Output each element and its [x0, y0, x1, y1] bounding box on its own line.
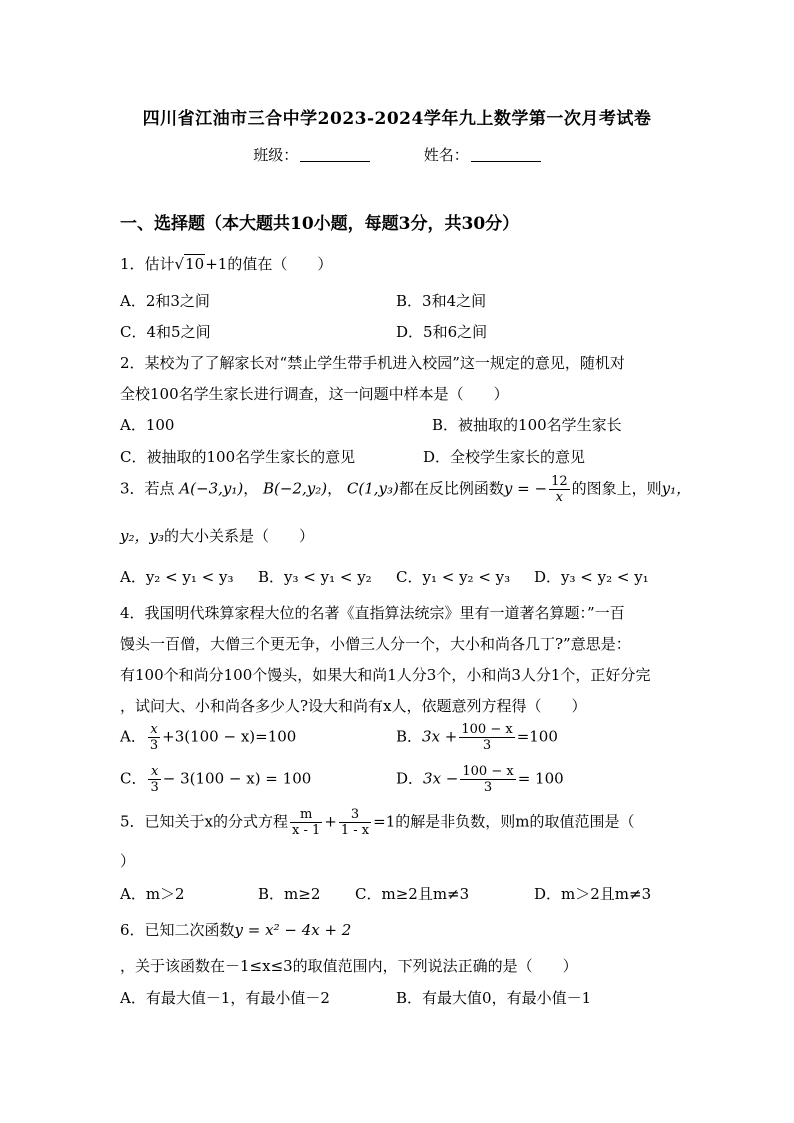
q1-option-d: D．5和6之间	[396, 323, 488, 341]
question-4-line2: 馒头一百僧，大僧三个更无争，小僧三人分一个，大小和尚各几丁?”意思是：	[120, 635, 631, 653]
q4-option-b: B．3x + $\frac{100 - x}{3}$ =100	[396, 722, 558, 753]
question-6-line2: ，关于该函数在－1≤x≤3的取值范围内，下列说法正确的是（ ）	[120, 957, 578, 975]
question-2-line2: 全校100名学生家长进行调查，这一问题中样本是（ ）	[120, 385, 509, 403]
q2-option-a: A．100	[120, 416, 175, 434]
class-blank[interactable]	[300, 161, 370, 162]
q1-radicand: 10	[185, 255, 205, 273]
q1-option-a: A．2和3之间	[120, 292, 210, 310]
q4-option-a: A． $\frac{x}{3}$ +3(100 − x)=100	[120, 722, 297, 753]
q3-option-b: B．y₃ < y₁ < y₂	[258, 568, 372, 586]
q1-prefix: 1．估计	[120, 255, 175, 273]
q3-mid: 都在反比例函数	[398, 479, 504, 498]
q5-option-a: A．m＞2	[120, 885, 185, 903]
q5-fraction-1: $\frac{m}{x - 1}$	[292, 807, 321, 838]
question-5-line2: ）	[120, 852, 136, 870]
name-blank[interactable]	[471, 161, 541, 162]
q3-func-lhs: y = −	[503, 479, 548, 498]
q1-option-b: B．3和4之间	[396, 292, 487, 310]
q5-option-d: D．m＞2且m≠3	[534, 885, 652, 903]
section-heading: 一、选择题（本大题共10小题，每题3分，共30分）	[120, 214, 520, 234]
q2-option-d: D．全校学生家长的意见	[423, 448, 586, 466]
question-5-line1: 5．已知关于x的分式方程 $\frac{m}{x - 1}$ + $\frac{3}{1 - x}$ =1的解是非负数，则m的取值范围是（	[120, 807, 635, 838]
q4-option-d: D．3x − $\frac{100 - x}{3}$ = 100	[396, 764, 564, 795]
q2-option-c: C．被抽取的100名学生家长的意见	[120, 448, 356, 466]
q5-option-b: B．m≥2	[258, 885, 321, 903]
q3-tail-var: y₁，	[661, 479, 692, 498]
name-label: 姓名：	[423, 146, 469, 164]
q1-tail: +1的值在（ ）	[205, 255, 333, 273]
q6-function: y = x² − 4x + 2	[234, 921, 352, 939]
q2-option-b: B．被抽取的100名学生家长	[432, 416, 622, 434]
q3-line2-text: 的大小关系是（ ）	[163, 527, 314, 545]
q4-option-c: C． $\frac{x}{3}$ − 3(100 − x) = 100	[120, 764, 312, 795]
q1-option-c: C．4和5之间	[120, 323, 211, 341]
q3-option-d: D．y₃ < y₂ < y₁	[534, 568, 649, 586]
q3-point-b: B(−2,y₂)	[263, 479, 328, 498]
q3-point-c: C(1,y₃)	[346, 479, 399, 498]
student-info	[0, 144, 794, 165]
q3-vars: y₂，y₃	[120, 527, 164, 545]
q3-option-a: A．y₂ < y₁ < y₃	[120, 568, 234, 586]
q3-point-a: A(−3,y₁)	[179, 479, 244, 498]
question-3-line2	[120, 525, 314, 546]
question-2-line1: 2．某校为了了解家长对“禁止学生带手机进入校园”这一规定的意见，随机对	[120, 354, 625, 372]
class-label: 班级：	[253, 146, 299, 164]
q5-fraction-2: $\frac{3}{1 - x}$	[340, 807, 370, 838]
q5-option-c: C．m≥2且m≠3	[355, 885, 470, 903]
question-1	[120, 253, 332, 274]
question-4-line1: 4．我国明代珠算家程大位的名著《直指算法统宗》里有一道著名算题：”一百	[120, 604, 625, 622]
q6-option-a: A．有最大值－1，有最小值－2	[120, 989, 330, 1007]
page-title: 四川省江油市三合中学2023-2024学年九上数学第一次月考试卷	[142, 109, 652, 129]
q3-tail: 的图象上，则	[571, 479, 662, 498]
q6-option-b: B．有最大值0，有最小值－1	[396, 989, 592, 1007]
question-4-line4: ，试问大、小和尚各多少人?设大和尚有x人，依题意列方程得（ ）	[120, 697, 587, 715]
q3-fraction: $\frac{12}{x}$	[551, 474, 568, 505]
q3-option-c: C．y₁ < y₂ < y₃	[396, 568, 511, 586]
question-4-line3: 有100个和尚分100个馒头，如果大和尚1人分3个，小和尚3人分1个，正好分完	[120, 666, 651, 684]
question-3-line1: 3．若点 A(−3,y₁)， B(−2,y₂)， C(1,y₃)都在反比例函数y = − $\frac{12}{x}$ 的图象上，则y₁，	[120, 474, 692, 505]
question-6-line1: 6．已知二次函数y = x² − 4x + 2	[120, 921, 352, 939]
sqrt-symbol: √10	[174, 255, 205, 273]
q3-prefix: 3．若点	[120, 479, 175, 498]
